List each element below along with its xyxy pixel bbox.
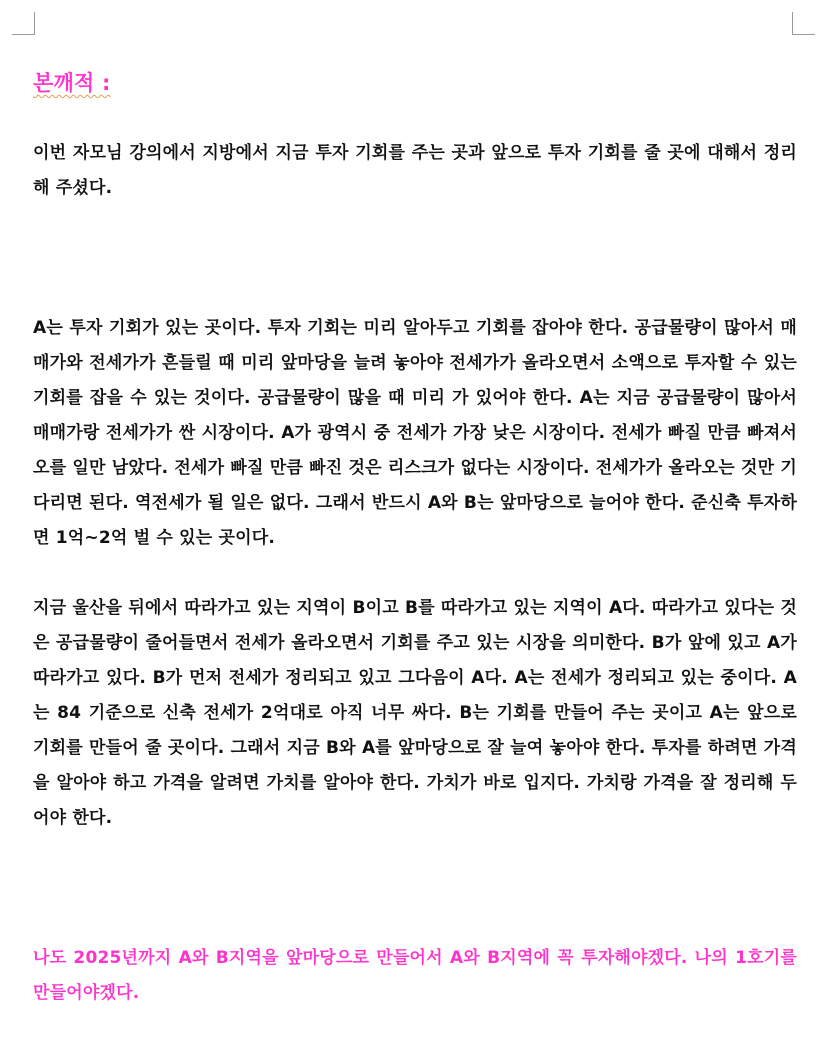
paragraph-region-a: A는 투자 기회가 있는 곳이다. 투자 기회는 미리 알아두고 기회를 잡아야 한다. 공급물량이 많아서 매매가와 전세가가 흔들릴 때 미리 앞마당을 늘려 놓아야 전세가가 올라오면서 소액으로 투자할 수 있는 기회를 잡을 수 있는 것이다. 공급물량이 많을 때 미리 가 있어야 한다. A는 지금 공급물량이 많아서 매매가랑 전세가가 싼 시장이다. A가 광역시 중 전세가 가장 낮은 시장이다. 전세가 빠질 만큼 빠져서 오를 일만 남았다. 전세가 빠질 만큼 빠진 것은 리스크가 없다는 시장이다. 전세가가 올라오는 것만 기다리면 된다. 역전세가 될 일은 없다. 그래서 반드시 A와 B는 앞마당으로 늘어야 한다. 준신축 투자하면 1억~2억 벌 수 있는 곳이다.	[33, 318, 797, 548]
blank-line	[33, 871, 797, 906]
document-body[interactable]	[33, 30, 797, 1046]
paragraph-region-b: 지금 울산을 뒤에서 따라가고 있는 지역이 B이고 B를 따라가고 있는 지역이 A다. 따라가고 있다는 것은 공급물량이 줄어들면서 전세가 올라오면서 기회를 주고 있는 시장을 의미한다. B가 앞에 있고 A가 따라가고 있다. B가 먼저 전세가 정리되고 있고 그다음이 A다. A는 전세가 정리되고 있는 중이다. A는 84 기준으로 신축 전세가 2억대로 아직 너무 싸다. B는 기회를 만들어 주는 곳이고 A는 앞으로 기회를 만들어 줄 곳이다. 그래서 지금 B와 A를 앞마당으로 잘 늘여 놓아야 한다. 투자를 하려면 가격을 알아야 하고 가격을 알려면 가치를 알아야 한다. 가치가 바로 입지다. 가치랑 가격을 잘 정리해 두어야 한다.	[33, 598, 797, 828]
blank-line	[33, 241, 797, 276]
paragraph-resolution: 나도 2025년까지 A와 B지역을 앞마당으로 만들어서 A와 B지역에 꼭 투자해야겠다. 나의 1호기를 만들어야겠다.	[33, 948, 797, 1003]
paragraph-intro: 이번 자모님 강의에서 지방에서 지금 투자 기회를 주는 곳과 앞으로 투자 기회를 줄 곳에 대해서 정리해 주셨다.	[33, 143, 797, 198]
crop-mark-top-left	[12, 12, 35, 35]
document-heading: 본깨적 :	[33, 71, 111, 95]
